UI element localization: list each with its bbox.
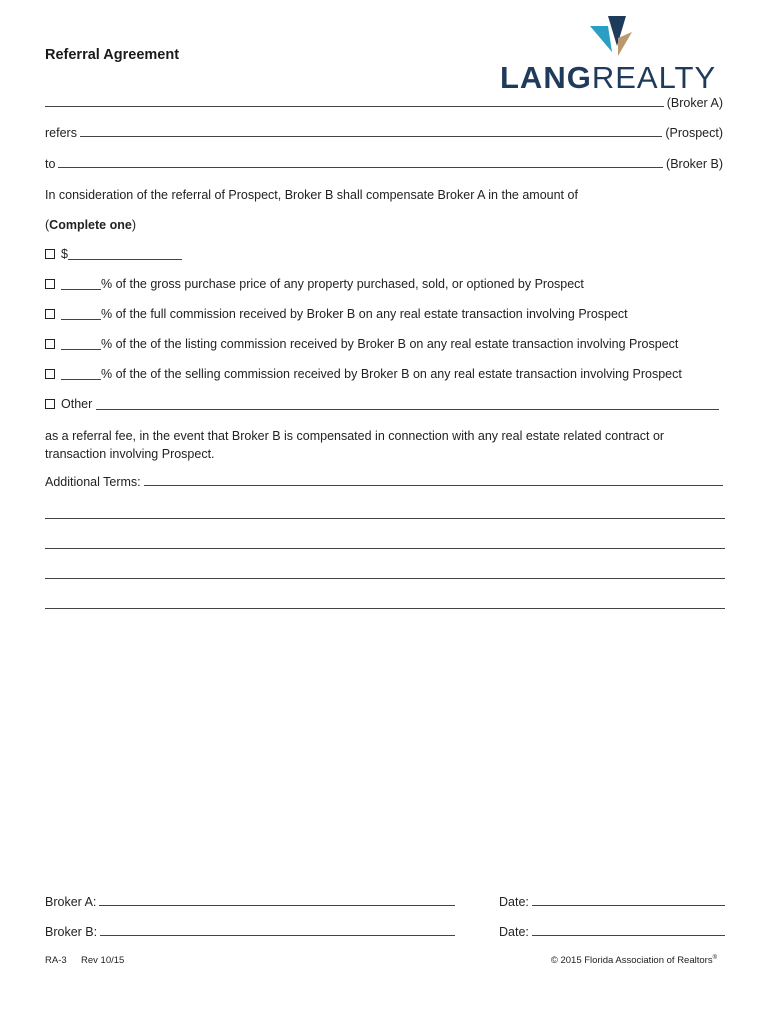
dollar-amount-field[interactable] (68, 248, 182, 260)
broker-b-date (499, 925, 725, 939)
additional-terms-line-5[interactable] (45, 607, 725, 609)
checkbox[interactable] (45, 369, 55, 379)
broker-b-label: (Broker B) (666, 157, 723, 171)
consideration-text: In consideration of the referral of Prospect, Broker B shall compensate Broker A in the amount of (45, 188, 578, 202)
broker-a-date-field[interactable] (532, 904, 725, 906)
copyright-text: © 2015 Florida Association of Realtors (550, 955, 713, 967)
broker-a-field[interactable] (45, 105, 664, 107)
to-prefix: to (45, 157, 56, 171)
form-revision: Rev 10/15 (81, 955, 125, 966)
additional-terms-field[interactable] (144, 484, 723, 486)
broker-a-signature (45, 895, 455, 909)
percent-field[interactable] (61, 278, 101, 290)
checkbox[interactable] (45, 339, 55, 349)
additional-terms-line (45, 475, 723, 489)
date-label: Date: (499, 925, 529, 939)
option-other (45, 397, 719, 411)
percent-field[interactable] (61, 338, 101, 350)
refers-prefix: refers (45, 126, 77, 140)
broker-a-line (45, 96, 723, 110)
date-label: Date: (499, 895, 529, 909)
option-text: % of the of the listing commission received by Broker B on any real estate transaction involving Prospect (101, 337, 679, 351)
broker-a-label: (Broker A) (666, 96, 723, 110)
broker-a-signature-field[interactable] (99, 904, 455, 906)
additional-terms-line-4[interactable] (45, 577, 725, 579)
other-field[interactable] (96, 398, 719, 410)
broker-a-signature-label: Broker A: (45, 895, 97, 909)
registered-mark: ® (712, 955, 717, 961)
broker-b-line (45, 157, 723, 171)
broker-b-date-field[interactable] (532, 934, 725, 936)
checkbox[interactable] (45, 309, 55, 319)
option-text: % of the of the selling commission received by Broker B on any real estate transaction involving Prospect (101, 367, 682, 381)
option-full-commission (45, 307, 628, 321)
form-id: RA-3 (45, 955, 67, 966)
prospect-field[interactable] (80, 135, 662, 137)
percent-field[interactable] (61, 308, 101, 320)
complete-one-bold: Complete one (49, 218, 132, 232)
option-gross-purchase (45, 277, 584, 291)
option-text: % of the full commission received by Broker B on any real estate transaction involving Prospect (101, 307, 628, 321)
broker-a-date (499, 895, 725, 909)
checkbox[interactable] (45, 279, 55, 289)
additional-terms-line-2[interactable] (45, 517, 725, 519)
logo-text-lang: LANG (500, 60, 592, 95)
checkbox[interactable] (45, 249, 55, 259)
prospect-line (45, 126, 723, 140)
checkbox[interactable] (45, 399, 55, 409)
option-text: % of the gross purchase price of any property purchased, sold, or optioned by Prospect (101, 277, 584, 291)
page-title: Referral Agreement (45, 47, 180, 63)
copyright-notice (551, 955, 717, 966)
broker-b-field[interactable] (58, 166, 663, 168)
logo-text-realty: REALTY (591, 60, 717, 95)
broker-b-signature-label: Broker B: (45, 925, 98, 939)
additional-terms-line-3[interactable] (45, 547, 725, 549)
option-prefix: $ (61, 247, 68, 261)
broker-b-signature-field[interactable] (100, 934, 455, 936)
complete-one-label: (Complete one) (45, 218, 136, 232)
lang-realty-logo (500, 16, 726, 98)
option-selling-commission (45, 367, 682, 381)
additional-terms-label: Additional Terms: (45, 475, 141, 489)
percent-field[interactable] (61, 368, 101, 380)
prospect-label: (Prospect) (665, 126, 723, 140)
referral-fee-text: as a referral fee, in the event that Broker B is compensated in connection with any real estate related contract or transaction involving Prospect. (45, 429, 665, 461)
option-dollar-amount (45, 247, 182, 261)
option-prefix: Other (61, 397, 93, 411)
broker-b-signature (45, 925, 455, 939)
option-listing-commission (45, 337, 678, 351)
